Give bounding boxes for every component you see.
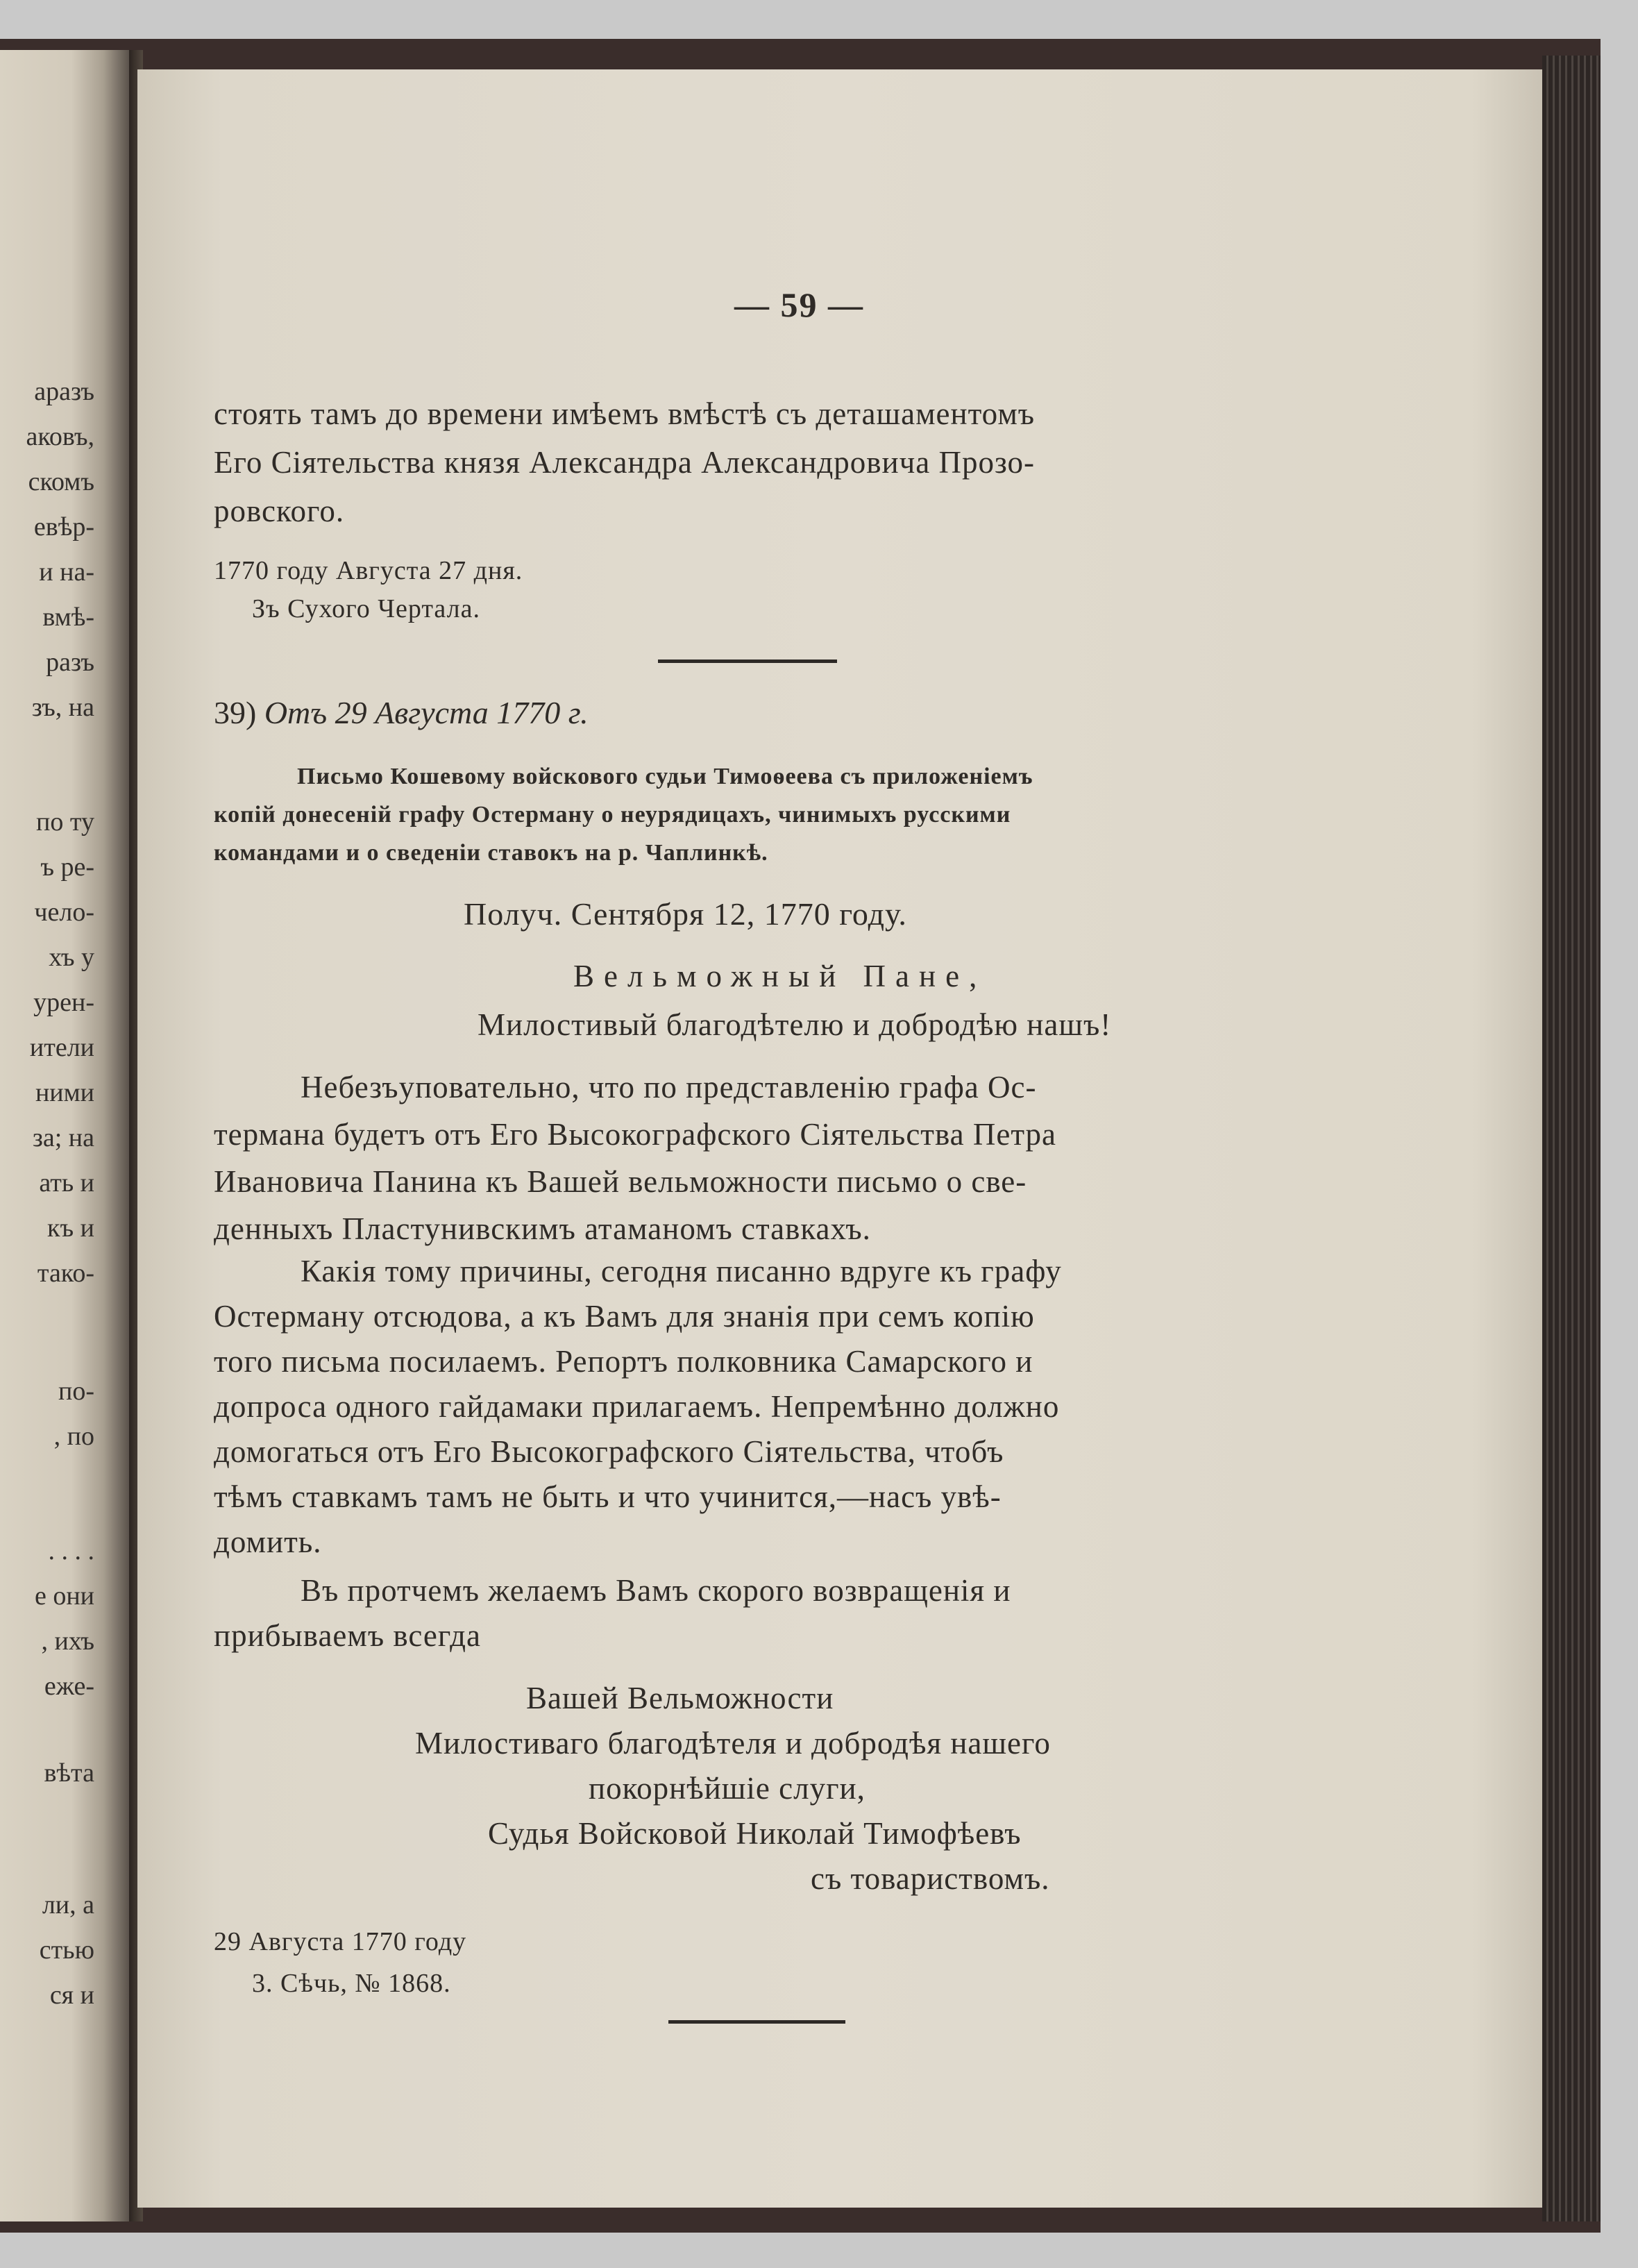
- text-line: ровского.: [214, 494, 345, 528]
- left-page-fragment: аковъ,: [26, 422, 94, 451]
- left-page-fragment: хъ у: [49, 943, 94, 972]
- text-line: Ивановича Панина къ Вашей вельможности письмо о све-: [214, 1164, 1027, 1199]
- left-page-fragment: вмѣ-: [42, 603, 94, 632]
- text-line: денныхъ Пластунивскимъ атаманомъ ставкахъ.: [214, 1211, 871, 1246]
- left-page-fragment: . . . .: [48, 1536, 94, 1565]
- text-line: домогаться отъ Его Высокографского Сіятельства, чтобъ: [214, 1434, 1004, 1469]
- place-line: Зъ Сухого Чертала.: [252, 594, 480, 623]
- text-line: Какія тому причины, сегодня писанно вдруге къ графу: [301, 1254, 1062, 1288]
- left-page-fragment: еже-: [44, 1672, 94, 1701]
- page-number: — 59 —: [734, 285, 864, 324]
- footer-date: 29 Августа 1770 году: [214, 1927, 467, 1956]
- summary-line: Письмо Кошевому войскового судьи Тимоѳеева съ приложеніемъ: [297, 764, 1033, 789]
- text-line: Остерману отсюдова, а къ Вамъ для знанія при семъ копію: [214, 1299, 1035, 1334]
- left-page-fragment: аразъ: [34, 377, 94, 406]
- left-page-fragment: ать и: [39, 1168, 94, 1198]
- closing-line: Вашей Вельможности: [526, 1681, 834, 1715]
- closing-line: Милостиваго благодѣтеля и добродѣя нашего: [415, 1726, 1051, 1761]
- left-page-fragment: стью: [39, 1935, 94, 1965]
- summary-line: командами и о сведеніи ставокъ на р. Чаплинкѣ.: [214, 840, 768, 866]
- closing-line: покорнѣйшіе слуги,: [589, 1771, 866, 1806]
- left-page-fragment: ители: [29, 1033, 94, 1062]
- left-page-fragment: разъ: [46, 648, 94, 677]
- text-line: Его Сіятельства князя Александра Александровича Прозо-: [214, 445, 1035, 480]
- text-line: Въ протчемъ желаемъ Вамъ скорого возвращенія и: [301, 1573, 1011, 1608]
- book-spread: [0, 39, 1601, 2233]
- left-page-fragment: скомъ: [28, 467, 94, 496]
- footer-reference: 3. Сѣчь, № 1868.: [252, 1969, 451, 1998]
- left-page-fragment: урен-: [33, 988, 94, 1017]
- left-page-fragment: вѣта: [44, 1758, 94, 1788]
- left-page-fragment: ними: [35, 1078, 94, 1107]
- text-line: Небезъуповательно, что по представленію графа Ос-: [301, 1070, 1037, 1104]
- left-page-fragment: , ихъ: [41, 1627, 94, 1656]
- left-page-fragment: , по: [53, 1422, 94, 1451]
- closing-line: съ товариствомъ.: [811, 1861, 1050, 1896]
- right-page: [137, 69, 1542, 2208]
- date-line: 1770 году Августа 27 дня.: [214, 556, 523, 585]
- left-page-fragment: тако-: [37, 1259, 94, 1288]
- left-page-fragment: за; на: [32, 1123, 94, 1152]
- left-page-fragment: ъ ре-: [40, 852, 94, 882]
- text-line: домить.: [214, 1524, 322, 1559]
- left-page-fragment: ли, а: [42, 1890, 94, 1920]
- text-line: того письма посилаемъ. Репортъ полковника Самарского и: [214, 1344, 1033, 1379]
- page-edges: [1542, 56, 1601, 2221]
- text-line: термана будетъ отъ Его Высокографского Сіятельства Петра: [214, 1117, 1057, 1152]
- left-page-fragment: е они: [34, 1581, 94, 1611]
- text-line: прибываемъ всегда: [214, 1618, 481, 1653]
- letter-date: Отъ 29 Августа 1770 г.: [264, 695, 589, 730]
- summary-line: копій донесеній графу Остерману о неурядицахъ, чинимыхъ русскими: [214, 802, 1011, 828]
- letter-number: 39): [214, 695, 257, 730]
- end-divider: [668, 2020, 845, 2024]
- text-line: стоять тамъ до времени имѣемъ вмѣстѣ съ деташаментомъ: [214, 396, 1036, 431]
- received-line: Получ. Сентября 12, 1770 году.: [464, 896, 907, 932]
- text-line: допроса одного гайдамаки прилагаемъ. Непремѣнно должно: [214, 1389, 1060, 1424]
- salutation-line: Милостивый благодѣтелю и добродѣю нашъ!: [478, 1007, 1112, 1042]
- left-page-fragment: зъ, на: [31, 693, 94, 722]
- left-page-fragment: по ту: [36, 807, 94, 837]
- left-page-fragment: чело-: [34, 898, 94, 927]
- left-page-fragment: евѣр-: [33, 512, 94, 541]
- text-line: тѣмъ ставкамъ тамъ не быть и что учинится,—насъ увѣ-: [214, 1479, 1002, 1514]
- section-divider: [658, 660, 837, 663]
- left-page-fragment: къ и: [47, 1213, 94, 1243]
- left-page: [0, 50, 129, 2221]
- left-page-fragment: по-: [58, 1377, 94, 1406]
- left-page-fragment: ся и: [49, 1981, 94, 2010]
- closing-line: Судья Войсковой Николай Тимофѣевъ: [488, 1816, 1022, 1851]
- letter-heading: [214, 694, 589, 731]
- left-page-fragment: и на-: [39, 557, 94, 587]
- salutation-line: Вельможный Пане,: [573, 959, 987, 993]
